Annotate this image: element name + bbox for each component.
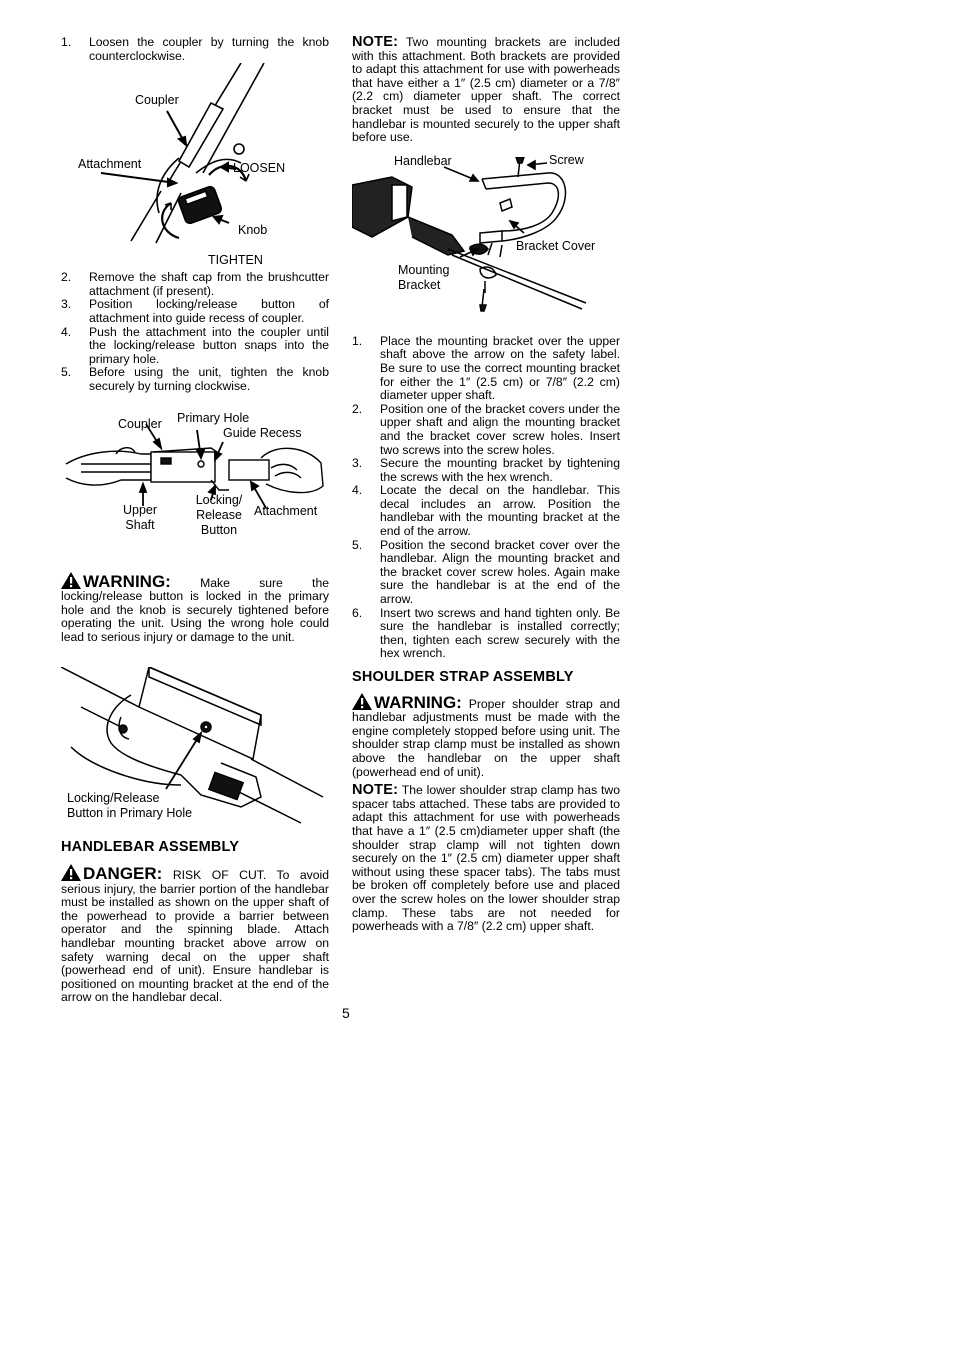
warning-coupler: WARNING: Make sure the locking/release button is locked in the primary hole and the knob is securely tightened before operating the unit. Using the wrong hole could lead to serious injury or damage to the unit. <box>61 571 330 644</box>
attachment-insertion-figure <box>61 408 329 550</box>
coupler-steps-start <box>61 36 329 63</box>
shoulder-strap-assembly-heading: SHOULDER STRAP ASSEMBLY <box>352 669 574 685</box>
step-item: 1. Loosen the coupler by turning the knob counterclockwise. <box>61 35 329 63</box>
step-text: Position one of the bracket covers under the upper shaft and align the mounting bracket and the bracket cover screw holes. Insert two screws into the screw holes. <box>380 401 620 457</box>
step-item: 4. Locate the decal on the handlebar. This decal includes an arrow. Position the handlebar with the mounting bracket at the end of the arrow. <box>352 483 620 539</box>
label-locking-release-button: Locking/ Release Button <box>195 492 243 537</box>
warning-shoulder-strap: WARNING: Proper shoulder strap and handlebar adjustments must be made with the engine completely stopped before using unit. The shoulder strap clamp must be installed as shown above the handlebar on the upper shaft (powerhead end of unit). <box>352 692 620 779</box>
label-guide-recess: Guide Recess <box>223 425 302 440</box>
label-primary-hole: Primary Hole <box>177 410 250 425</box>
label-bracket-cover: Bracket Cover <box>516 238 596 253</box>
coupler-steps-continued <box>61 271 329 393</box>
handlebar-mount-figure <box>352 152 620 331</box>
label-knob: Knob <box>238 223 268 238</box>
warning-triangle-icon <box>352 693 372 710</box>
warning-triangle-icon <box>61 572 81 589</box>
step-item: 2. Position one of the bracket covers under the upper shaft and align the mounting bracket and the bracket cover screw holes. Insert two screws into the screw holes. <box>352 401 620 457</box>
step-text: Remove the shaft cap from the brushcutter attachment (if present). <box>89 270 329 298</box>
step-item: 3. Secure the mounting bracket by tightening the screws with the hex wrench. <box>352 456 620 484</box>
note-mounting-brackets: NOTE: Two mounting brackets are included with this attachment. Both brackets are provided to adapt this attachment for use with powerheads that have either a 1″ (2.5 cm) diameter or a 7/8″ (2.2 cm) diameter upper shaft. The correct bracket must be used to ensure that the handlebar is mounted securely to the upper shaft before use. <box>352 34 620 145</box>
step-item: 5. Before using the unit, tighten the knob securely by turning clockwise. <box>61 365 329 393</box>
label-bracket: Bracket <box>398 277 441 292</box>
label-screw: Screw <box>549 152 584 167</box>
label-coupler: Coupler <box>118 416 162 431</box>
step-item: 4. Push the attachment into the coupler until the locking/release button snaps into the primary hole. <box>61 324 329 366</box>
page-number: 5 <box>342 1005 350 1021</box>
step-item: 2. Remove the shaft cap from the brushcutter attachment (if present). <box>61 270 329 298</box>
handlebar-assembly-heading: HANDLEBAR ASSEMBLY <box>61 838 240 855</box>
step-item: 1. Place the mounting bracket over the upper shaft above the arrow on the safety label. Be sure to use the correct mounting bracket for either the 1″ (2.5 cm) or 7/8″ (2.2 cm) diameter upper shaft. <box>352 333 620 403</box>
label-button-in-primary-hole: Button in Primary Hole <box>67 805 193 820</box>
note-spacer-tabs: NOTE: The lower shoulder strap clamp has two spacer tabs attached. These tabs are provided to adapt this attachment for use with powerheads that have a 1″ (2.5 cm)diameter upper shaft (the shoulder strap clamp will not tighten down securely on the 1″ (2.5 cm) diameter upper shaft without using these spacer tabs). The tabs must be broken off completely before use and placed over the screw holes on the lower shoulder strap clamp. These tabs are not needed for powerheads with a 7/8″ (2.2 cm) upper shaft. <box>352 782 620 934</box>
locking-button-figure <box>61 667 329 825</box>
label-tighten: TIGHTEN <box>208 253 263 268</box>
step-text: Insert two screws and hand tighten only. Be sure the handlebar is installed correctly; then, tighten each screw securely with the hex wrench. <box>380 605 620 661</box>
left-column <box>61 36 329 1005</box>
step-item: 5. Position the second bracket cover over the handlebar. Align the mounting bracket and the bracket cover screw holes. Again make sure the handlebar is at the end of the arrow. <box>352 537 620 607</box>
step-item: 3. Position locking/release button of attachment into guide recess of coupler. <box>61 297 329 325</box>
label-loosen: LOOSEN <box>233 161 286 176</box>
right-column <box>352 36 620 934</box>
step-text: Place the mounting bracket over the upper shaft above the arrow on the safety label. Be sure to use the correct mounting bracket for either the 1″ (2.5 cm) or 7/8″ (2.2 cm) diameter upper shaft. <box>380 333 620 403</box>
danger-handlebar: DANGER: RISK OF CUT. To avoid serious injury, the barrier portion of the handlebar must be installed as shown on the upper shaft of the powerhead to provide a barrier between operator and the spinning blade. Attach handlebar mounting bracket above arrow on safety warning decal on the upper shaft (powerhead end of unit). Ensure handlebar is positioned on mounting bracket at the end of the arrow on the handlebar decal. <box>61 864 329 1005</box>
step-text: Position locking/release button of attachment into guide recess of coupler. <box>89 297 329 325</box>
step-text: Secure the mounting bracket by tightening the screws with the hex wrench. <box>380 456 620 484</box>
label-handlebar: Handlebar <box>394 153 452 168</box>
handlebar-steps <box>352 335 620 661</box>
label-attachment: Attachment <box>254 503 318 518</box>
step-text: Before using the unit, tighten the knob securely by turning clockwise. <box>89 365 329 393</box>
step-item: 6. Insert two screws and hand tighten only. Be sure the handlebar is installed correctly; then, tighten each screw securely with the hex wrench. <box>352 605 620 661</box>
step-text: Locate the decal on the handlebar. This decal includes an arrow. Position the handlebar with the mounting bracket at the end of the arrow. <box>380 483 620 539</box>
warning-triangle-icon <box>61 864 81 881</box>
label-locking-release: Locking/Release <box>67 790 160 805</box>
step-text: Loosen the coupler by turning the knob counterclockwise. <box>89 35 329 63</box>
coupler-knob-figure <box>61 63 329 268</box>
label-attachment: Attachment <box>78 157 142 172</box>
label-mounting: Mounting <box>398 262 450 277</box>
label-upper-shaft: Upper Shaft <box>122 502 158 532</box>
step-text: Position the second bracket cover over the handlebar. Align the mounting bracket and the bracket cover screw holes. Again make sure the handlebar is at the end of the arrow. <box>380 537 620 607</box>
step-text: Push the attachment into the coupler until the locking/release button snaps into the primary hole. <box>89 324 329 366</box>
label-coupler: Coupler <box>135 93 179 108</box>
coupler-knob-illustration <box>61 63 329 249</box>
